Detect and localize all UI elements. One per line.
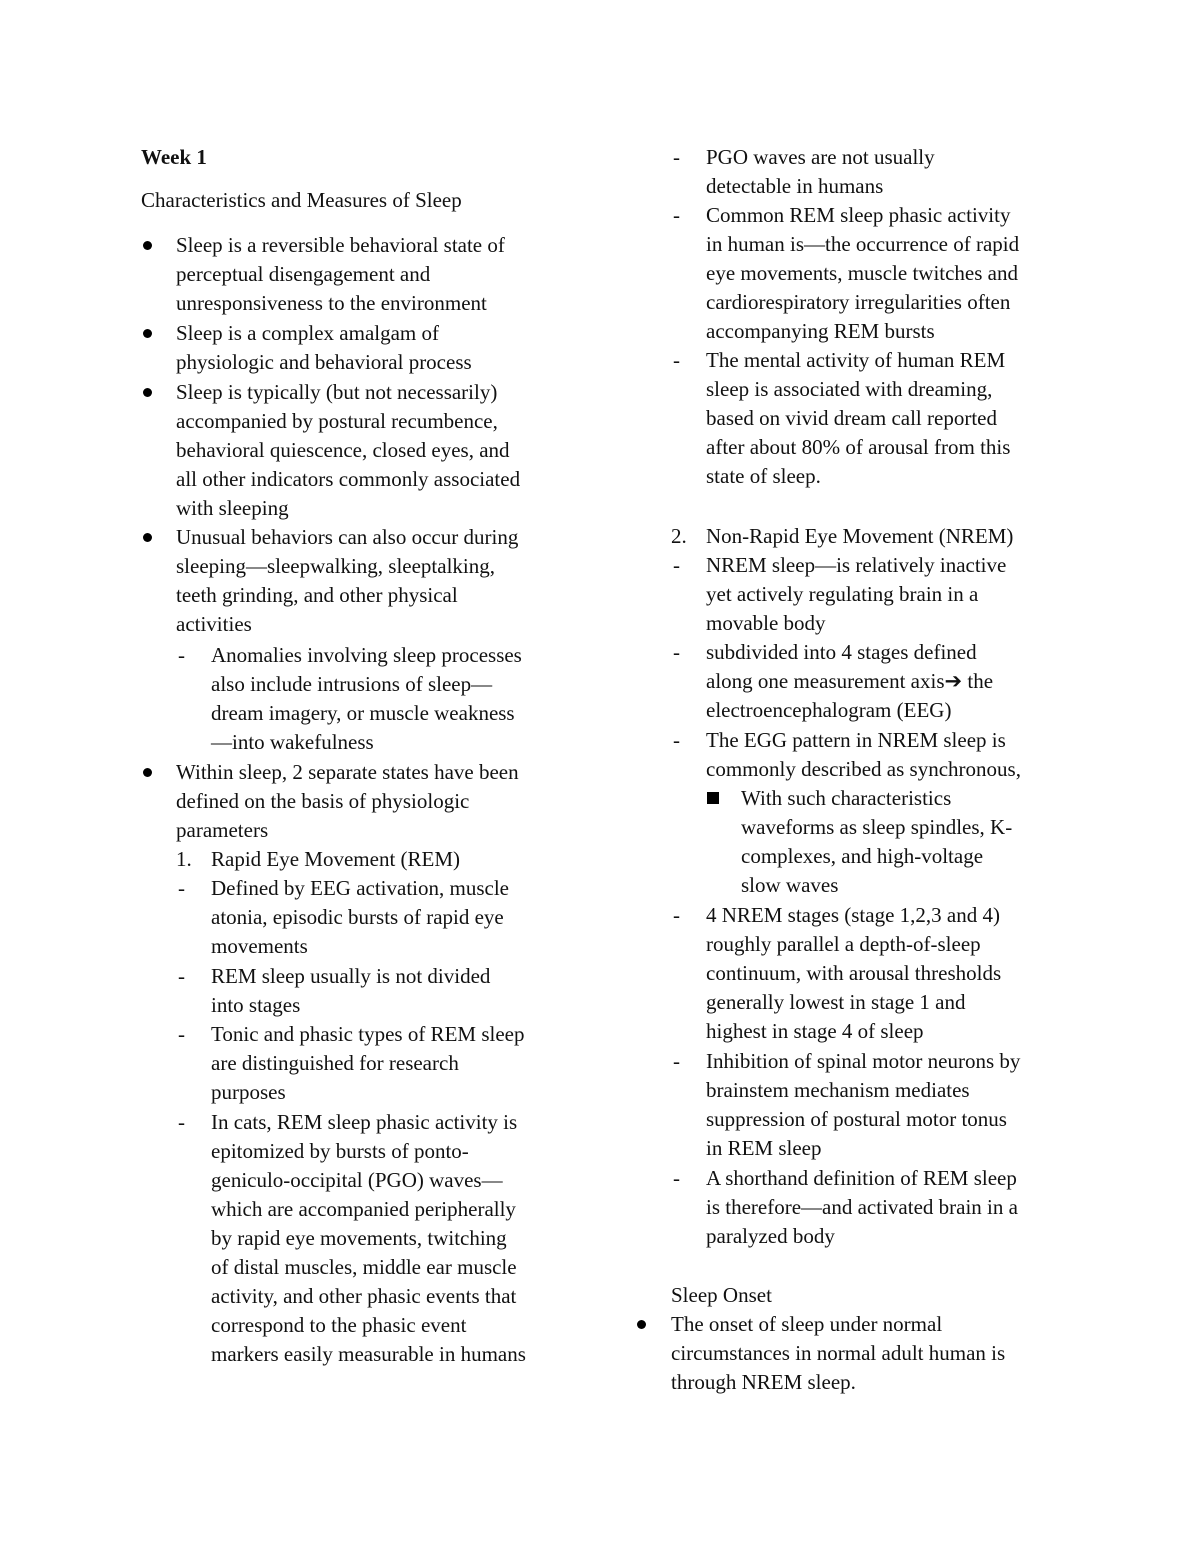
bullet-line: unresponsiveness to the environment [176,291,487,315]
sub-item-text: the [962,669,994,693]
dash-marker: - [673,203,680,227]
sub-item-line: in human is—the occurrence of rapid [706,232,1020,256]
dash-marker: - [673,1166,680,1190]
bullet-line: circumstances in normal adult human is [671,1341,1006,1365]
sub-item-line [706,667,993,696]
bullet-line: behavioral quiescence, closed eyes, and [176,438,510,462]
number-marker: 1. [176,847,192,871]
sub-item-line: The mental activity of human REM [706,348,1006,372]
sub-item-line: 4 NREM stages (stage 1,2,3 and 4) [706,903,1000,927]
sub-item-line: is therefore—and activated brain in a [706,1195,1018,1219]
sub-item-line: paralyzed body [706,1224,835,1248]
dash-marker: - [178,876,185,900]
sub-item-line: also include intrusions of sleep— [211,672,493,696]
sub-item-line: dream imagery, or muscle weakness [211,701,515,725]
sub-item-line: geniculo-occipital (PGO) waves— [211,1168,503,1192]
dash-marker: - [673,553,680,577]
page-title: Week 1 [141,145,207,169]
sub-item-line: after about 80% of arousal from this [706,435,1011,459]
dash-marker: - [178,1110,185,1134]
number-marker: 2. [671,524,687,548]
bullet-line: accompanied by postural recumbence, [176,409,498,433]
sub-item-line: movable body [706,611,826,635]
sub-item-line: Tonic and phasic types of REM sleep [211,1022,525,1046]
bullet-line: Sleep is a reversible behavioral state of [176,233,505,257]
sub-item-line: state of sleep. [706,464,821,488]
sub-item-line: by rapid eye movements, twitching [211,1226,507,1250]
dash-marker: - [178,643,185,667]
sub-item-line: yet actively regulating brain in a [706,582,979,606]
dash-marker: - [178,964,185,988]
sub-item-line: of distal muscles, middle ear muscle [211,1255,517,1279]
bullet-line: Unusual behaviors can also occur during [176,525,519,549]
nested-item-line: waveforms as sleep spindles, K- [741,815,1013,839]
numbered-item: Non-Rapid Eye Movement (NREM) [706,524,1014,548]
sub-item-line: sleep is associated with dreaming, [706,377,993,401]
section-heading: Characteristics and Measures of Sleep [141,188,462,212]
sub-item-line: activity, and other phasic events that [211,1284,517,1308]
sub-item-line: movements [211,934,308,958]
nested-item-line: complexes, and high-voltage [741,844,984,868]
section-heading: Sleep Onset [671,1283,772,1307]
bullet-marker [143,388,152,397]
sub-item-line: roughly parallel a depth-of-sleep [706,932,981,956]
nested-item-line: slow waves [741,873,839,897]
sub-item-line: In cats, REM sleep phasic activity is [211,1110,518,1134]
bullet-line: parameters [176,818,269,842]
bullet-line: activities [176,612,252,636]
bullet-marker [143,768,152,777]
dash-marker: - [673,903,680,927]
sub-item-line: are distinguished for research [211,1051,459,1075]
sub-item-line: correspond to the phasic event [211,1313,467,1337]
bullet-marker [143,241,152,250]
bullet-marker [143,533,152,542]
bullet-line: Within sleep, 2 separate states have been [176,760,519,784]
sub-item-line: commonly described as synchronous, [706,757,1021,781]
dash-marker: - [178,1022,185,1046]
sub-item-line: Defined by EEG activation, muscle [211,876,509,900]
sub-item-line: electroencephalogram (EEG) [706,698,952,722]
sub-item-line: brainstem mechanism mediates [706,1078,970,1102]
sub-item-line: Anomalies involving sleep processes [211,643,522,667]
bullet-line: sleeping—sleepwalking, sleeptalking, [176,554,496,578]
sub-item-line: which are accompanied peripherally [211,1197,516,1221]
sub-item-line: cardiorespiratory irregularities often [706,290,1011,314]
bullet-marker [143,329,152,338]
dash-marker: - [673,348,680,372]
bullet-line: The onset of sleep under normal [671,1312,943,1336]
bullet-line: teeth grinding, and other physical [176,583,458,607]
bullet-marker [637,1320,646,1329]
sub-item-line: generally lowest in stage 1 and [706,990,966,1014]
sub-item-line: highest in stage 4 of sleep [706,1019,924,1043]
sub-item-line: A shorthand definition of REM sleep [706,1166,1017,1190]
bullet-line: Sleep is typically (but not necessarily) [176,380,498,404]
arrow-right-icon: ➔ [944,669,963,693]
sub-item-line: accompanying REM bursts [706,319,935,343]
sub-item-line: REM sleep usually is not divided [211,964,491,988]
sub-item-line: NREM sleep—is relatively inactive [706,553,1007,577]
dash-marker: - [673,145,680,169]
bullet-line: Sleep is a complex amalgam of [176,321,440,345]
dash-marker: - [673,1049,680,1073]
bullet-line: with sleeping [176,496,289,520]
sub-item-line: subdivided into 4 stages defined [706,640,977,664]
sub-item-line: Inhibition of spinal motor neurons by [706,1049,1021,1073]
sub-item-line: continuum, with arousal thresholds [706,961,1002,985]
sub-item-line: detectable in humans [706,174,884,198]
sub-item-line: in REM sleep [706,1136,822,1160]
dash-marker: - [673,640,680,664]
bullet-line: defined on the basis of physiologic [176,789,470,813]
sub-item-line: suppression of postural motor tonus [706,1107,1007,1131]
sub-item-line: markers easily measurable in humans [211,1342,526,1366]
sub-item-line: —into wakefulness [211,730,374,754]
sub-item-line: purposes [211,1080,286,1104]
bullet-line: physiologic and behavioral process [176,350,472,374]
bullet-line: perceptual disengagement and [176,262,431,286]
sub-item-line: PGO waves are not usually [706,145,935,169]
sub-item-line: eye movements, muscle twitches and [706,261,1018,285]
numbered-item: Rapid Eye Movement (REM) [211,847,461,871]
sub-item-line: Common REM sleep phasic activity [706,203,1011,227]
sub-item-line: based on vivid dream call reported [706,406,997,430]
sub-item-line: into stages [211,993,301,1017]
nested-item-line: With such characteristics [741,786,952,810]
sub-item-line: The EGG pattern in NREM sleep is [706,728,1006,752]
sub-item-line: atonia, episodic bursts of rapid eye [211,905,504,929]
sub-item-line: epitomized by bursts of ponto- [211,1139,469,1163]
square-bullet-icon [707,792,719,804]
bullet-line: through NREM sleep. [671,1370,856,1394]
dash-marker: - [673,728,680,752]
sub-item-text: along one measurement axis [706,669,945,693]
bullet-line: all other indicators commonly associated [176,467,521,491]
